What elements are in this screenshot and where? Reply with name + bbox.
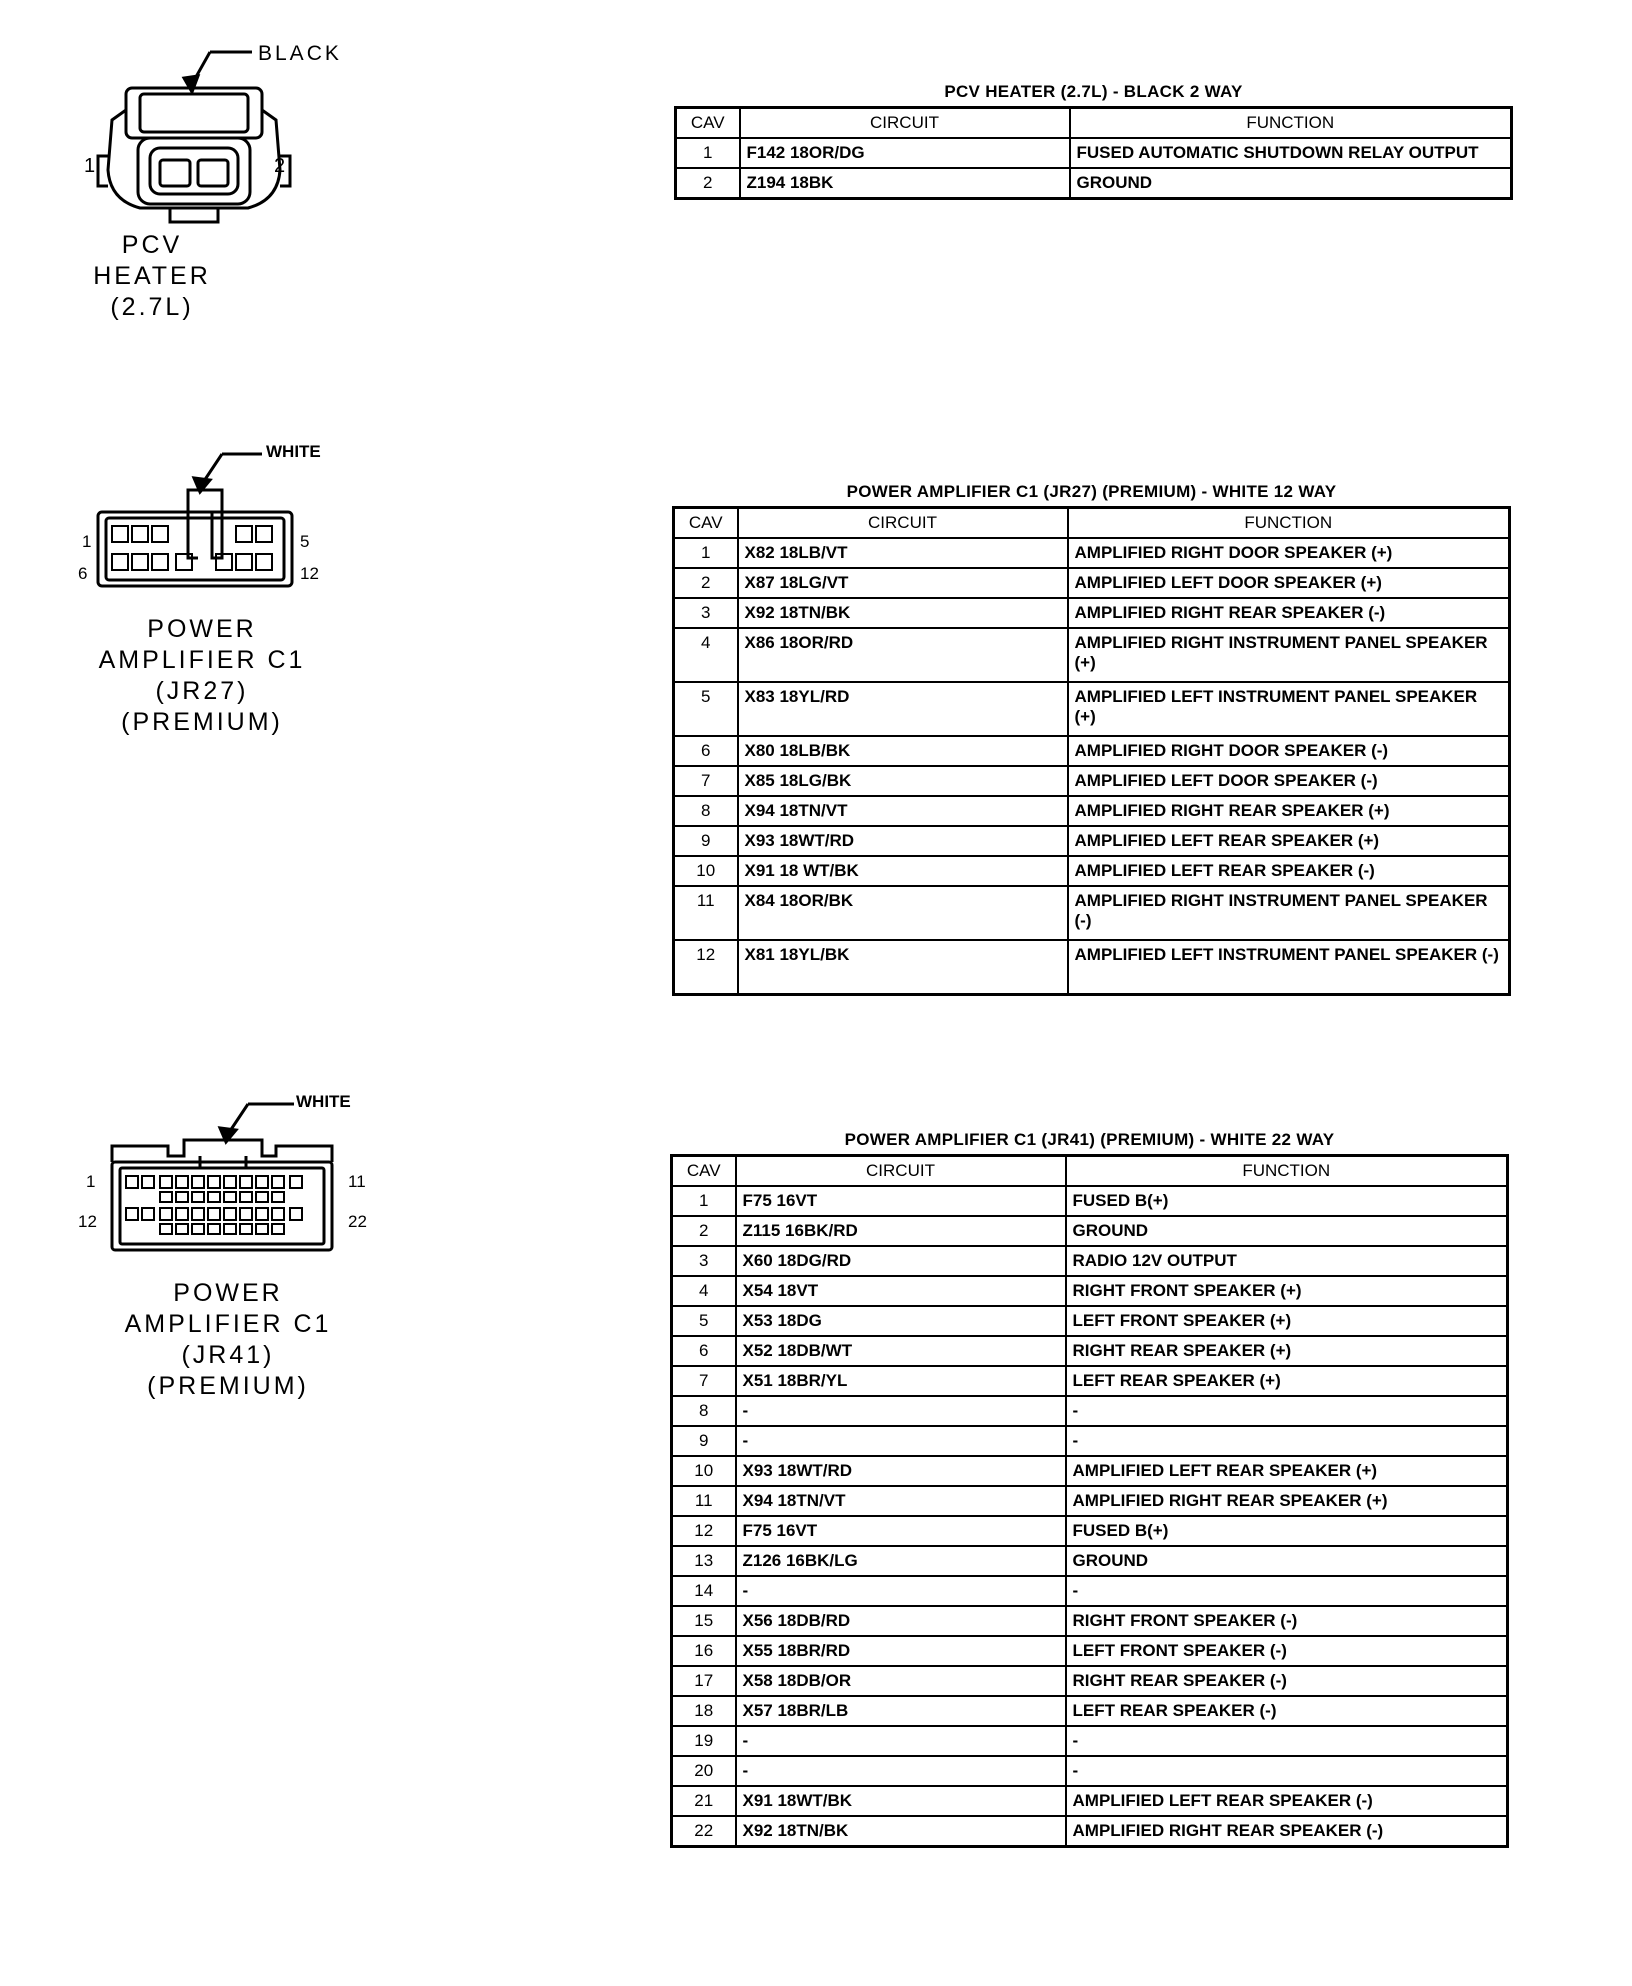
table-row bbox=[674, 856, 1510, 886]
function-cell: AMPLIFIED RIGHT DOOR SPEAKER (+) bbox=[1068, 538, 1510, 568]
circuit-cell: X80 18LB/BK bbox=[738, 736, 1068, 766]
pinout-table bbox=[670, 1154, 1509, 1848]
circuit-cell: X91 18 WT/BK bbox=[738, 856, 1068, 886]
cav-cell: 2 bbox=[674, 568, 738, 598]
function-cell: GROUND bbox=[1066, 1216, 1508, 1246]
circuit-cell: - bbox=[736, 1576, 1066, 1606]
function-cell: RIGHT REAR SPEAKER (+) bbox=[1066, 1336, 1508, 1366]
cav-cell: 1 bbox=[672, 1186, 736, 1216]
pin-number-left: 1 bbox=[84, 155, 96, 177]
function-cell: AMPLIFIED RIGHT INSTRUMENT PANEL SPEAKER (+) bbox=[1068, 628, 1510, 682]
pin-number-bottom-right: 22 bbox=[348, 1212, 367, 1231]
table-row bbox=[672, 1366, 1508, 1396]
cav-cell: 3 bbox=[672, 1246, 736, 1276]
table-row bbox=[672, 1756, 1508, 1786]
circuit-cell: X94 18TN/VT bbox=[738, 796, 1068, 826]
table-row bbox=[672, 1726, 1508, 1756]
function-cell: AMPLIFIED RIGHT REAR SPEAKER (+) bbox=[1068, 796, 1510, 826]
header-cav: CAV bbox=[674, 508, 738, 539]
table-row bbox=[674, 826, 1510, 856]
pin-table-pcv-heater bbox=[674, 82, 1513, 200]
table-title: POWER AMPLIFIER C1 (JR27) (PREMIUM) - WHITE 12 WAY bbox=[846, 482, 1337, 501]
pinout-table bbox=[674, 106, 1513, 200]
circuit-cell: X93 18WT/RD bbox=[736, 1456, 1066, 1486]
table-row bbox=[672, 1276, 1508, 1306]
table-title: POWER AMPLIFIER C1 (JR41) (PREMIUM) - WHITE 22 WAY bbox=[844, 1130, 1335, 1149]
header-cav: CAV bbox=[672, 1156, 736, 1187]
function-cell: LEFT FRONT SPEAKER (+) bbox=[1066, 1306, 1508, 1336]
circuit-cell: - bbox=[736, 1756, 1066, 1786]
function-cell: AMPLIFIED RIGHT INSTRUMENT PANEL SPEAKER (-) bbox=[1068, 886, 1510, 940]
cav-cell: 14 bbox=[672, 1576, 736, 1606]
connector-diagram-amp-jr41 bbox=[0, 1090, 420, 1420]
cav-cell: 17 bbox=[672, 1666, 736, 1696]
table-row bbox=[674, 538, 1510, 568]
table-row bbox=[672, 1696, 1508, 1726]
connector-name: PCV HEATER (2.7L) bbox=[93, 231, 211, 321]
table-row bbox=[672, 1786, 1508, 1816]
table-row bbox=[674, 598, 1510, 628]
connector-diagram-pcv-heater bbox=[0, 30, 420, 350]
table-row bbox=[674, 796, 1510, 826]
pin-table-amp-jr41 bbox=[670, 1130, 1509, 1848]
pin-number-top-right: 11 bbox=[348, 1172, 366, 1191]
table-row bbox=[672, 1516, 1508, 1546]
circuit-cell: X81 18YL/BK bbox=[738, 940, 1068, 995]
cav-cell: 4 bbox=[672, 1276, 736, 1306]
connector-name: POWER AMPLIFIER C1 (JR41) (PREMIUM) bbox=[124, 1279, 332, 1400]
circuit-cell: - bbox=[736, 1426, 1066, 1456]
pinout-table bbox=[672, 506, 1511, 996]
function-cell: AMPLIFIED LEFT REAR SPEAKER (-) bbox=[1066, 1786, 1508, 1816]
circuit-cell: - bbox=[736, 1396, 1066, 1426]
header-cav: CAV bbox=[676, 108, 740, 139]
header-circuit: CIRCUIT bbox=[740, 108, 1070, 139]
cav-cell: 6 bbox=[672, 1336, 736, 1366]
function-cell: - bbox=[1066, 1726, 1508, 1756]
table-row bbox=[672, 1216, 1508, 1246]
cav-cell: 22 bbox=[672, 1816, 736, 1847]
function-cell: - bbox=[1066, 1426, 1508, 1456]
cav-cell: 12 bbox=[672, 1516, 736, 1546]
cav-cell: 13 bbox=[672, 1546, 736, 1576]
function-cell: AMPLIFIED RIGHT REAR SPEAKER (-) bbox=[1066, 1816, 1508, 1847]
function-cell: FUSED B(+) bbox=[1066, 1516, 1508, 1546]
cav-cell: 7 bbox=[674, 766, 738, 796]
pin-number-top-left: 1 bbox=[82, 532, 92, 551]
cav-cell: 1 bbox=[676, 138, 740, 168]
table-row bbox=[672, 1636, 1508, 1666]
function-cell: AMPLIFIED RIGHT DOOR SPEAKER (-) bbox=[1068, 736, 1510, 766]
table-row bbox=[672, 1426, 1508, 1456]
function-cell: FUSED AUTOMATIC SHUTDOWN RELAY OUTPUT bbox=[1070, 138, 1512, 168]
circuit-cell: F142 18OR/DG bbox=[740, 138, 1070, 168]
table-row bbox=[672, 1546, 1508, 1576]
circuit-cell: X82 18LB/VT bbox=[738, 538, 1068, 568]
cav-cell: 8 bbox=[674, 796, 738, 826]
circuit-cell: X91 18WT/BK bbox=[736, 1786, 1066, 1816]
header-function: FUNCTION bbox=[1068, 508, 1510, 539]
cav-cell: 2 bbox=[672, 1216, 736, 1246]
function-cell: RIGHT FRONT SPEAKER (+) bbox=[1066, 1276, 1508, 1306]
circuit-cell: Z115 16BK/RD bbox=[736, 1216, 1066, 1246]
pin-number-right: 2 bbox=[274, 155, 286, 177]
function-cell: AMPLIFIED LEFT REAR SPEAKER (-) bbox=[1068, 856, 1510, 886]
function-cell: AMPLIFIED LEFT INSTRUMENT PANEL SPEAKER (-) bbox=[1068, 940, 1510, 995]
cav-cell: 1 bbox=[674, 538, 738, 568]
table-row bbox=[672, 1186, 1508, 1216]
circuit-cell: X54 18VT bbox=[736, 1276, 1066, 1306]
cav-cell: 16 bbox=[672, 1636, 736, 1666]
function-cell: AMPLIFIED LEFT DOOR SPEAKER (-) bbox=[1068, 766, 1510, 796]
connector-color-label: BLACK bbox=[258, 42, 342, 65]
table-row bbox=[672, 1576, 1508, 1606]
circuit-cell: F75 16VT bbox=[736, 1186, 1066, 1216]
circuit-cell: X92 18TN/BK bbox=[738, 598, 1068, 628]
circuit-cell: X83 18YL/RD bbox=[738, 682, 1068, 736]
table-row bbox=[674, 628, 1510, 682]
circuit-cell: Z126 16BK/LG bbox=[736, 1546, 1066, 1576]
table-row bbox=[674, 766, 1510, 796]
table-row bbox=[674, 886, 1510, 940]
table-row bbox=[674, 568, 1510, 598]
function-cell: AMPLIFIED RIGHT REAR SPEAKER (+) bbox=[1066, 1486, 1508, 1516]
circuit-cell: X92 18TN/BK bbox=[736, 1816, 1066, 1847]
cav-cell: 5 bbox=[672, 1306, 736, 1336]
cav-cell: 19 bbox=[672, 1726, 736, 1756]
cav-cell: 9 bbox=[674, 826, 738, 856]
circuit-cell: X94 18TN/VT bbox=[736, 1486, 1066, 1516]
pin-table-amp-jr27 bbox=[672, 482, 1511, 996]
circuit-cell: X52 18DB/WT bbox=[736, 1336, 1066, 1366]
cav-cell: 21 bbox=[672, 1786, 736, 1816]
function-cell: GROUND bbox=[1070, 168, 1512, 199]
table-row bbox=[674, 682, 1510, 736]
circuit-cell: X56 18DB/RD bbox=[736, 1606, 1066, 1636]
circuit-cell: X93 18WT/RD bbox=[738, 826, 1068, 856]
function-cell: - bbox=[1066, 1576, 1508, 1606]
cav-cell: 6 bbox=[674, 736, 738, 766]
circuit-cell: X87 18LG/VT bbox=[738, 568, 1068, 598]
pin-number-bottom-left: 6 bbox=[78, 564, 88, 583]
circuit-cell: F75 16VT bbox=[736, 1516, 1066, 1546]
cav-cell: 7 bbox=[672, 1366, 736, 1396]
pin-number-top-right: 5 bbox=[300, 532, 310, 551]
connector-color-label: WHITE bbox=[296, 1092, 351, 1111]
cav-cell: 3 bbox=[674, 598, 738, 628]
pin-number-top-left: 1 bbox=[86, 1172, 96, 1191]
cav-cell: 10 bbox=[672, 1456, 736, 1486]
circuit-cell: X51 18BR/YL bbox=[736, 1366, 1066, 1396]
function-cell: AMPLIFIED LEFT INSTRUMENT PANEL SPEAKER (+) bbox=[1068, 682, 1510, 736]
cav-cell: 5 bbox=[674, 682, 738, 736]
function-cell: AMPLIFIED LEFT REAR SPEAKER (+) bbox=[1066, 1456, 1508, 1486]
table-row bbox=[672, 1396, 1508, 1426]
table-row bbox=[672, 1246, 1508, 1276]
function-cell: LEFT FRONT SPEAKER (-) bbox=[1066, 1636, 1508, 1666]
circuit-cell: X84 18OR/BK bbox=[738, 886, 1068, 940]
circuit-cell: X85 18LG/BK bbox=[738, 766, 1068, 796]
connector-name: POWER AMPLIFIER C1 (JR27) (PREMIUM) bbox=[98, 615, 306, 736]
cav-cell: 12 bbox=[674, 940, 738, 995]
table-row bbox=[672, 1486, 1508, 1516]
amp-12-way-connector-icon bbox=[0, 440, 420, 620]
function-cell: RIGHT REAR SPEAKER (-) bbox=[1066, 1666, 1508, 1696]
cav-cell: 15 bbox=[672, 1606, 736, 1636]
function-cell: RADIO 12V OUTPUT bbox=[1066, 1246, 1508, 1276]
header-circuit: CIRCUIT bbox=[738, 508, 1068, 539]
function-cell: AMPLIFIED RIGHT REAR SPEAKER (-) bbox=[1068, 598, 1510, 628]
table-row bbox=[676, 138, 1512, 168]
circuit-cell: - bbox=[736, 1726, 1066, 1756]
connector-diagram-amp-jr27 bbox=[0, 440, 420, 760]
cav-cell: 2 bbox=[676, 168, 740, 199]
circuit-cell: X55 18BR/RD bbox=[736, 1636, 1066, 1666]
pin-number-bottom-right: 12 bbox=[300, 564, 319, 583]
header-function: FUNCTION bbox=[1070, 108, 1512, 139]
cav-cell: 8 bbox=[672, 1396, 736, 1426]
connector-color-label: WHITE bbox=[266, 442, 321, 461]
cav-cell: 11 bbox=[674, 886, 738, 940]
header-function: FUNCTION bbox=[1066, 1156, 1508, 1187]
cav-cell: 20 bbox=[672, 1756, 736, 1786]
table-row bbox=[672, 1456, 1508, 1486]
table-row bbox=[672, 1666, 1508, 1696]
table-row bbox=[672, 1816, 1508, 1847]
pin-number-bottom-left: 12 bbox=[78, 1212, 97, 1231]
circuit-cell: Z194 18BK bbox=[740, 168, 1070, 199]
table-row bbox=[674, 736, 1510, 766]
function-cell: AMPLIFIED LEFT DOOR SPEAKER (+) bbox=[1068, 568, 1510, 598]
cav-cell: 18 bbox=[672, 1696, 736, 1726]
table-row bbox=[672, 1606, 1508, 1636]
table-row bbox=[674, 940, 1510, 995]
table-row bbox=[676, 168, 1512, 199]
function-cell: LEFT REAR SPEAKER (-) bbox=[1066, 1696, 1508, 1726]
cav-cell: 10 bbox=[674, 856, 738, 886]
circuit-cell: X86 18OR/RD bbox=[738, 628, 1068, 682]
function-cell: GROUND bbox=[1066, 1546, 1508, 1576]
function-cell: AMPLIFIED LEFT REAR SPEAKER (+) bbox=[1068, 826, 1510, 856]
table-title: PCV HEATER (2.7L) - BLACK 2 WAY bbox=[944, 82, 1243, 101]
function-cell: - bbox=[1066, 1396, 1508, 1426]
circuit-cell: X57 18BR/LB bbox=[736, 1696, 1066, 1726]
function-cell: RIGHT FRONT SPEAKER (-) bbox=[1066, 1606, 1508, 1636]
cav-cell: 4 bbox=[674, 628, 738, 682]
cav-cell: 11 bbox=[672, 1486, 736, 1516]
table-row bbox=[672, 1306, 1508, 1336]
cav-cell: 9 bbox=[672, 1426, 736, 1456]
table-row bbox=[672, 1336, 1508, 1366]
header-circuit: CIRCUIT bbox=[736, 1156, 1066, 1187]
function-cell: LEFT REAR SPEAKER (+) bbox=[1066, 1366, 1508, 1396]
circuit-cell: X58 18DB/OR bbox=[736, 1666, 1066, 1696]
circuit-cell: X60 18DG/RD bbox=[736, 1246, 1066, 1276]
function-cell: FUSED B(+) bbox=[1066, 1186, 1508, 1216]
circuit-cell: X53 18DG bbox=[736, 1306, 1066, 1336]
function-cell: - bbox=[1066, 1756, 1508, 1786]
